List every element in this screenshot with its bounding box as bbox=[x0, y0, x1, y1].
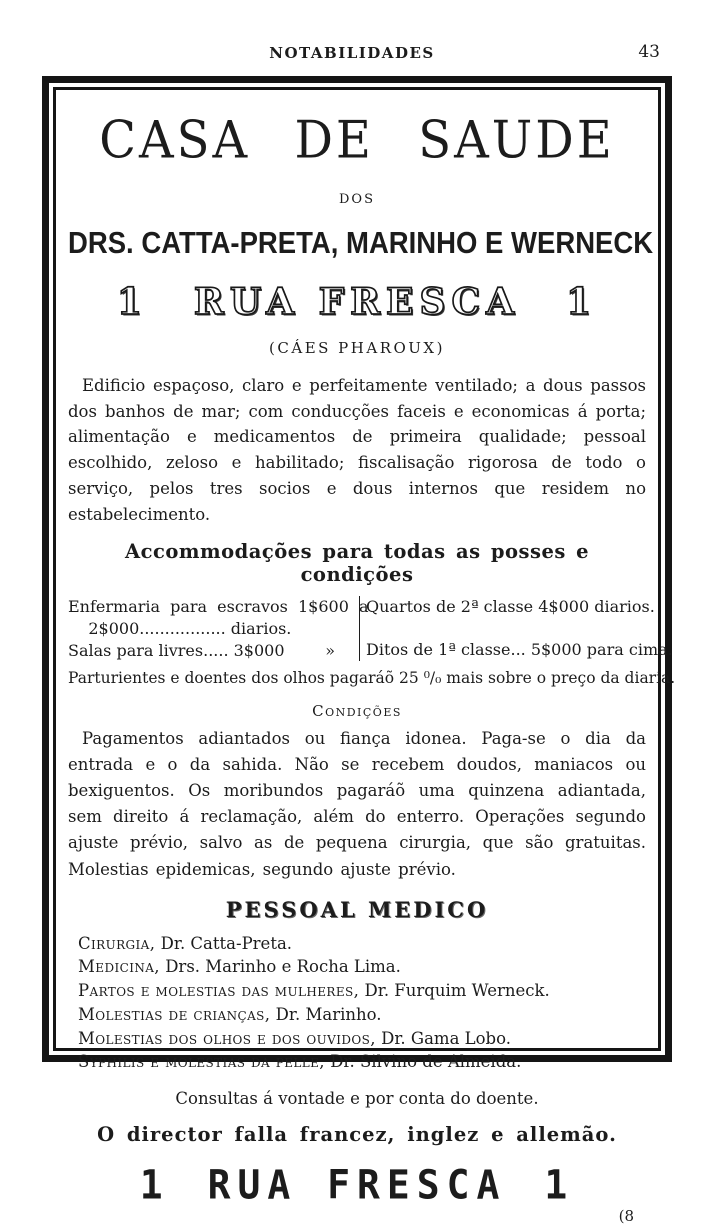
footer-address-number-right: 1 bbox=[544, 1161, 575, 1209]
price-table bbox=[68, 596, 673, 661]
staff-list-item bbox=[78, 1050, 646, 1074]
staff-list-item bbox=[78, 955, 646, 979]
price-line: Ditos de 1ª classe... 5$000 para cima. bbox=[366, 640, 673, 659]
intro-paragraph: Edificio espaçoso, claro e perfeitamente ventilado; a dous passos dos banhos de mar; com conducções faceis e economicas á porta; alimentação e medicamentos de primeira qualidade; pessoal escolhido, zeloso e habilitado; fiscalisação rigorosa de todo o serviço, pelos tres socios e dous internos que residem no estabelecimento. bbox=[68, 376, 646, 524]
running-title: NOTABILIDADES bbox=[269, 44, 435, 62]
footer-address-number-left: 1 bbox=[139, 1161, 170, 1209]
doctors-names: DRS. CATTA-PRETA, MARINHO E WERNECK bbox=[68, 225, 654, 260]
staff-list-item bbox=[78, 932, 646, 956]
director-languages-note: O director falla francez, inglez e allemão. bbox=[97, 1123, 617, 1147]
address-number-left: 1 bbox=[116, 281, 148, 323]
advertisement-frame bbox=[42, 76, 676, 1225]
staff-specialty: Medicina, bbox=[78, 957, 160, 977]
staff-specialty: Molestias dos olhos e dos ouvidos, bbox=[78, 1028, 376, 1048]
price-column-right bbox=[360, 596, 673, 661]
staff-name: Dr. Silvino de Almeida. bbox=[330, 1052, 522, 1072]
conditions-heading: Condições bbox=[312, 702, 402, 721]
staff-name: Dr. Marinho. bbox=[275, 1004, 382, 1024]
ornate-street-address bbox=[68, 281, 646, 323]
price-line: Salas para livres..... 3$000 » bbox=[68, 640, 335, 660]
ad-title: CASA DE SAUDE bbox=[99, 109, 615, 171]
staff-list-item bbox=[78, 1003, 646, 1027]
advertisement-inner-frame bbox=[53, 87, 676, 1225]
price-line: Quartos de 2ª classe 4$000 diarios. bbox=[366, 597, 655, 617]
page-number: 43 bbox=[638, 42, 660, 62]
surcharge-note: Parturientes e doentes dos olhos pagaráõ 25 ⁰/₀ mais sobre o preço da diaria. bbox=[68, 669, 676, 688]
address-number-right: 1 bbox=[566, 281, 598, 323]
medical-staff-list bbox=[68, 932, 646, 1075]
address-street: RUA FRESCA bbox=[193, 281, 521, 323]
ad-subtitle-dos: DOS bbox=[339, 192, 375, 207]
staff-name: Drs. Marinho e Rocha Lima. bbox=[165, 957, 401, 977]
conditions-paragraph: Pagamentos adiantados ou fiança idonea. Paga-se o dia da entrada e o da sahida. Não se recebem doudos, maniacos ou bexiguentos. Os moribundos pagaráõ uma quinzena adiantada, sem direito á reclamação, além do enterro. Operações segundo ajuste prévio, salvo as de pequena cirurgia, que são gratuitas. Molestias epidemicas, segundo ajuste prévio. bbox=[68, 729, 646, 879]
staff-specialty: Molestias de crianças, bbox=[78, 1004, 271, 1024]
staff-name: Dr. Catta-Preta. bbox=[160, 933, 293, 953]
page-header bbox=[0, 0, 704, 74]
footer-address-street: RUA FRESCA bbox=[207, 1161, 507, 1209]
medical-staff-heading: PESSOAL MEDICO bbox=[225, 896, 489, 922]
location-note: (CÁES PHAROUX) bbox=[269, 339, 445, 357]
staff-name: Dr. Furquim Werneck. bbox=[364, 981, 550, 1001]
accommodations-heading: Accommodações para todas as posses e condições bbox=[124, 540, 590, 587]
staff-name: Dr. Gama Lobo. bbox=[381, 1028, 512, 1048]
consultations-note: Consultas á vontade e por conta do doente. bbox=[175, 1089, 539, 1109]
footer-street-address bbox=[68, 1162, 646, 1208]
printer-signature-mark: (8 bbox=[618, 1207, 634, 1225]
staff-list-item bbox=[78, 1027, 646, 1051]
staff-list-item bbox=[78, 979, 646, 1003]
price-line: Enfermaria para escravos 1$600 a bbox=[68, 597, 369, 617]
price-line: 2$000................. diarios. bbox=[68, 619, 292, 638]
price-column-left bbox=[68, 596, 369, 661]
staff-specialty: Cirurgia, bbox=[78, 933, 156, 953]
staff-specialty: Partos e molestias das mulheres, bbox=[78, 981, 360, 1001]
staff-specialty: Syphilis e molestias da pelle, bbox=[78, 1052, 325, 1072]
